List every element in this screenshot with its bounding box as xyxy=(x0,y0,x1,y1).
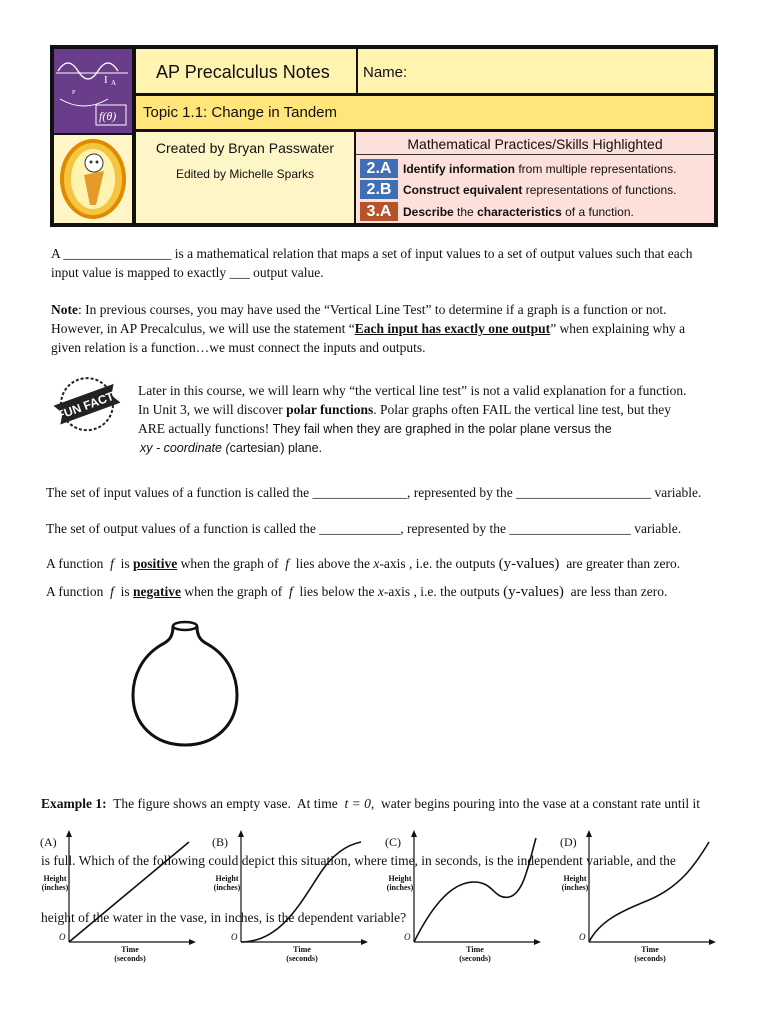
example-text: water begins pouring into the vase at a constant rate until it xyxy=(374,796,701,811)
negative-term: negative xyxy=(133,584,182,599)
y-axis-label: Height (inches) xyxy=(213,874,241,892)
y-axis-arrow xyxy=(586,830,592,837)
text-segment: lies above the xyxy=(289,556,374,571)
positive-definition xyxy=(46,554,680,574)
x-axis-arrow xyxy=(709,939,716,945)
text-segment: is xyxy=(113,556,134,571)
svg-text:I: I xyxy=(104,74,108,86)
example-text: is full. Which of the following could depict this situation, where time, in seconds, is the independent variable, and the xyxy=(41,853,676,868)
origin-label: O xyxy=(59,932,66,942)
answer-choice-graph[interactable] xyxy=(558,830,718,970)
answer-choice-graph[interactable] xyxy=(210,830,370,970)
note-paragraph xyxy=(51,300,741,357)
skills-title: Mathematical Practices/Skills Highlighted xyxy=(407,136,663,152)
text-segment: when the graph of xyxy=(181,584,289,599)
x-axis-label: Time (seconds) xyxy=(459,945,491,963)
skill-bold: Describe xyxy=(403,204,454,219)
precalc-logo xyxy=(54,49,132,133)
skill-2b xyxy=(360,180,676,199)
definition-line: input value is mapped to exactly ___ output value. xyxy=(51,265,324,280)
y-axis-label: Height (inches) xyxy=(41,874,69,892)
note-text: However, in AP Precalculus, we will use the statement “ xyxy=(51,321,355,336)
text-segment: are less than zero. xyxy=(563,584,668,599)
skill-bold: Identify information xyxy=(403,161,515,176)
topic-cell xyxy=(136,96,714,129)
axis-symbol: x xyxy=(377,584,384,599)
function-symbol: f xyxy=(289,584,293,599)
skill-2a xyxy=(360,159,676,178)
definition-line: A ________________ is a mathematical relation that maps a set of input values to a set of output values such that each xyxy=(51,246,693,261)
note-text: given relation is a function…we must connect the inputs and outputs. xyxy=(51,340,426,355)
text-segment: when the graph of xyxy=(177,556,286,571)
fun-fact-badge-text: FUN FACT! xyxy=(55,387,120,423)
y-axis-arrow xyxy=(238,830,244,837)
fun-fact-text: cartesian) plane. xyxy=(229,441,323,455)
sine-wave-icon xyxy=(54,49,132,133)
text-segment: -axis , i.e. the outputs xyxy=(383,584,504,599)
fun-fact-text: ARE actually functions! xyxy=(138,421,273,436)
height-curve xyxy=(414,838,536,942)
note-text: ” when explaining why a xyxy=(550,321,686,336)
vase-figure xyxy=(125,615,255,750)
example-text: height of the water in the vase, in inches, is the dependent variable? xyxy=(41,910,407,925)
skill-3a xyxy=(360,202,634,221)
text-segment: -axis , i.e. the outputs xyxy=(379,556,499,571)
topic-title: Topic 1.1: Change in Tandem xyxy=(143,104,338,121)
choice-label: (B) xyxy=(212,835,228,849)
name-field[interactable] xyxy=(418,55,708,87)
choice-label: (A) xyxy=(40,835,57,849)
skill-bold: Construct equivalent xyxy=(403,182,523,197)
x-axis-label: Time (seconds) xyxy=(634,945,666,963)
skill-bold: characteristics xyxy=(477,204,562,219)
fun-fact-icon xyxy=(48,372,128,442)
skill-text: representations of functions. xyxy=(522,182,677,197)
origin-label: O xyxy=(404,932,411,942)
text-segment: A function xyxy=(46,584,111,599)
origin-label: O xyxy=(579,932,586,942)
fun-fact-text: They fail when they are graphed in the polar plane versus the xyxy=(272,422,612,436)
skill-text: from multiple representations. xyxy=(515,161,677,176)
y-values-term: (y-values) xyxy=(498,556,560,572)
x-axis-arrow xyxy=(361,939,368,945)
domain-line: The set of input values of a function is called the ______________, represented by the ____________________ variable. xyxy=(46,485,702,500)
skill-code-badge: 2.A xyxy=(360,159,398,178)
y-axis-label: Height (inches) xyxy=(561,874,589,892)
choice-label: (D) xyxy=(560,835,577,849)
positive-term: positive xyxy=(133,556,178,571)
function-symbol: f xyxy=(110,556,114,571)
function-symbol: f xyxy=(285,556,290,571)
mascot-image xyxy=(54,135,132,223)
text-segment: lies below the xyxy=(292,584,378,599)
fun-fact-text: xy - coordinate ( xyxy=(140,441,230,455)
origin-label: O xyxy=(231,932,238,942)
choice-label: (C) xyxy=(385,835,401,849)
created-by: Created by Bryan Passwater xyxy=(155,140,335,156)
fun-fact-paragraph xyxy=(138,381,738,458)
name-cell xyxy=(358,49,714,93)
y-axis-arrow xyxy=(411,830,417,837)
negative-definition xyxy=(46,582,667,602)
skill-text: of a function. xyxy=(561,204,634,219)
credit-cell xyxy=(136,132,354,223)
logo-text: f(θ) xyxy=(99,109,117,123)
skill-code-badge: 3.A xyxy=(360,202,398,221)
height-curve xyxy=(69,842,189,942)
x-axis-arrow xyxy=(189,939,196,945)
answer-choice-graph[interactable] xyxy=(38,830,198,970)
note-text: : In previous courses, you may have used the “Vertical Line Test” to determine if a graph is a function or not. xyxy=(78,302,667,317)
skills-cell xyxy=(356,132,714,223)
skill-text: the xyxy=(453,204,478,219)
page-title: AP Precalculus Notes xyxy=(156,62,330,82)
svg-text:A: A xyxy=(111,79,117,87)
mascot-icon xyxy=(54,135,132,223)
y-values-term: (y-values) xyxy=(503,584,564,600)
x-axis-arrow xyxy=(534,939,541,945)
note-label: Note xyxy=(51,302,78,317)
fun-fact-text: . Polar graphs often FAIL the vertical line test, but they xyxy=(373,402,671,417)
graph-plot xyxy=(66,830,198,946)
definition-paragraph xyxy=(51,244,741,282)
graph-plot xyxy=(238,830,370,946)
skill-code-badge: 2.B xyxy=(360,180,398,199)
title-cell xyxy=(136,49,356,93)
example-math: t = 0, xyxy=(344,796,375,811)
edited-by: Edited by Michelle Sparks xyxy=(175,167,315,181)
graph-plot xyxy=(586,830,718,946)
graph-plot xyxy=(411,830,543,946)
height-curve xyxy=(589,842,709,942)
note-emphasis: Each input has exactly one output xyxy=(354,321,551,336)
function-symbol: f xyxy=(110,584,114,599)
y-axis-arrow xyxy=(66,830,72,837)
x-axis-label: Time (seconds) xyxy=(114,945,146,963)
vase-icon xyxy=(125,615,255,750)
text-segment: are greater than zero. xyxy=(559,556,681,571)
fun-fact-emphasis: polar functions xyxy=(286,402,374,417)
fun-fact-badge xyxy=(48,372,128,442)
svg-text:P: P xyxy=(72,90,76,96)
name-label: Name: xyxy=(363,64,408,81)
height-curve xyxy=(241,842,361,942)
x-axis-label: Time (seconds) xyxy=(286,945,318,963)
answer-choice-graph[interactable] xyxy=(383,830,543,970)
text-segment: A function xyxy=(46,556,111,571)
example-label: Example 1: xyxy=(41,796,107,811)
fun-fact-text: Later in this course, we will learn why “the vertical line test” is not a valid explanation for a function. xyxy=(138,383,687,398)
fun-fact-text: In Unit 3, we will discover xyxy=(138,402,287,417)
example-text: The figure shows an empty vase. At time xyxy=(106,796,345,811)
text-segment: is xyxy=(113,584,134,599)
range-line: The set of output values of a function is called the ____________, represented by the __________________ variable. xyxy=(46,521,682,536)
axis-symbol: x xyxy=(373,556,380,571)
y-axis-label: Height (inches) xyxy=(386,874,414,892)
